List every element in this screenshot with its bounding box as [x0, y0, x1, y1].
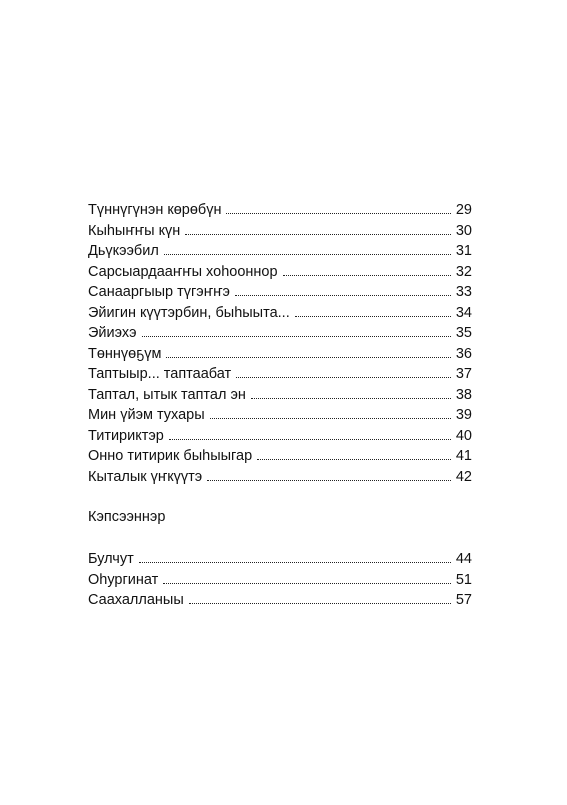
toc-entry-page: 51	[455, 571, 472, 588]
toc-entry-title: Дьүкээбил	[88, 243, 159, 259]
toc-entry	[88, 570, 472, 591]
toc-entry-page: 44	[455, 551, 472, 567]
dot-leader	[163, 583, 451, 584]
toc-entry-title: Кыһыҥҥы күн	[88, 222, 181, 239]
toc-entry-page: 41	[455, 448, 472, 464]
toc-entry-title: Санааргыыр түгэҥҥэ	[88, 284, 230, 300]
dot-leader	[169, 439, 451, 440]
toc-entry-title: Онно титирик быһыыгар	[88, 448, 253, 464]
dot-leader	[295, 316, 451, 317]
toc-entry-page: 42	[455, 468, 472, 485]
toc-entry	[88, 241, 472, 262]
dot-leader	[236, 377, 451, 378]
toc-entry	[88, 426, 472, 447]
toc-entry-title: Таптыыр... таптаабат	[88, 366, 232, 382]
dot-leader	[142, 336, 451, 337]
toc-entry	[88, 282, 472, 303]
toc-entry	[88, 221, 472, 242]
toc-entry	[88, 385, 472, 406]
toc-group-stories	[88, 549, 472, 611]
dot-leader	[139, 562, 451, 563]
toc-entry-page: 36	[455, 345, 472, 362]
toc-entry-page: 33	[455, 284, 472, 300]
toc-entry-title: Эйиэхэ	[88, 325, 137, 341]
dot-leader	[166, 357, 451, 358]
dot-leader	[164, 254, 451, 255]
toc-entry-page: 30	[455, 222, 472, 239]
toc-entry	[88, 200, 472, 221]
toc-entry-title: Оһургинат	[88, 571, 159, 588]
toc-entry-title: Мин үйэм тухары	[88, 407, 205, 423]
table-of-contents	[88, 200, 472, 611]
toc-entry-page: 32	[455, 263, 472, 280]
toc-entry	[88, 364, 472, 385]
toc-entry-page: 37	[455, 366, 472, 382]
toc-entry	[88, 344, 472, 365]
toc-entry	[88, 446, 472, 467]
toc-entry	[88, 467, 472, 488]
toc-entry	[88, 549, 472, 570]
toc-entry-title: Сарсыардааҥҥы хоһооннор	[88, 263, 278, 280]
toc-group-poems	[88, 200, 472, 487]
toc-entry-title: Кыталык үҥкүүтэ	[88, 468, 203, 485]
toc-entry-page: 31	[455, 243, 472, 259]
dot-leader	[235, 295, 451, 296]
toc-entry-page: 40	[455, 427, 472, 444]
toc-entry-title: Түннүгүнэн көрөбүн	[88, 202, 222, 218]
toc-entry-title: Титириктэр	[88, 427, 164, 444]
dot-leader	[283, 275, 451, 276]
dot-leader	[185, 234, 451, 235]
toc-entry-page: 35	[455, 325, 472, 341]
toc-entry-page: 34	[455, 304, 472, 321]
toc-entry	[88, 303, 472, 324]
toc-entry-page: 39	[455, 407, 472, 423]
toc-entry	[88, 262, 472, 283]
toc-entry-title: Төннүөҕүм	[88, 345, 162, 362]
toc-entry-title: Таптал, ытык таптал эн	[88, 386, 246, 403]
dot-leader	[251, 398, 451, 399]
toc-entry-title: Саахалланыы	[88, 592, 184, 608]
toc-entry-page: 29	[455, 202, 472, 218]
toc-entry	[88, 590, 472, 611]
dot-leader	[207, 480, 451, 481]
toc-entry-page: 38	[455, 386, 472, 403]
toc-entry-title: Эйигин күүтэрбин, быһыыта...	[88, 304, 290, 321]
dot-leader	[226, 213, 451, 214]
dot-leader	[189, 603, 451, 604]
toc-entry-page: 57	[455, 592, 472, 608]
toc-entry-title: Булчут	[88, 551, 134, 567]
section-heading: Кэпсээннэр	[88, 509, 166, 525]
dot-leader	[210, 418, 451, 419]
dot-leader	[257, 459, 451, 460]
toc-entry	[88, 405, 472, 426]
toc-entry	[88, 323, 472, 344]
